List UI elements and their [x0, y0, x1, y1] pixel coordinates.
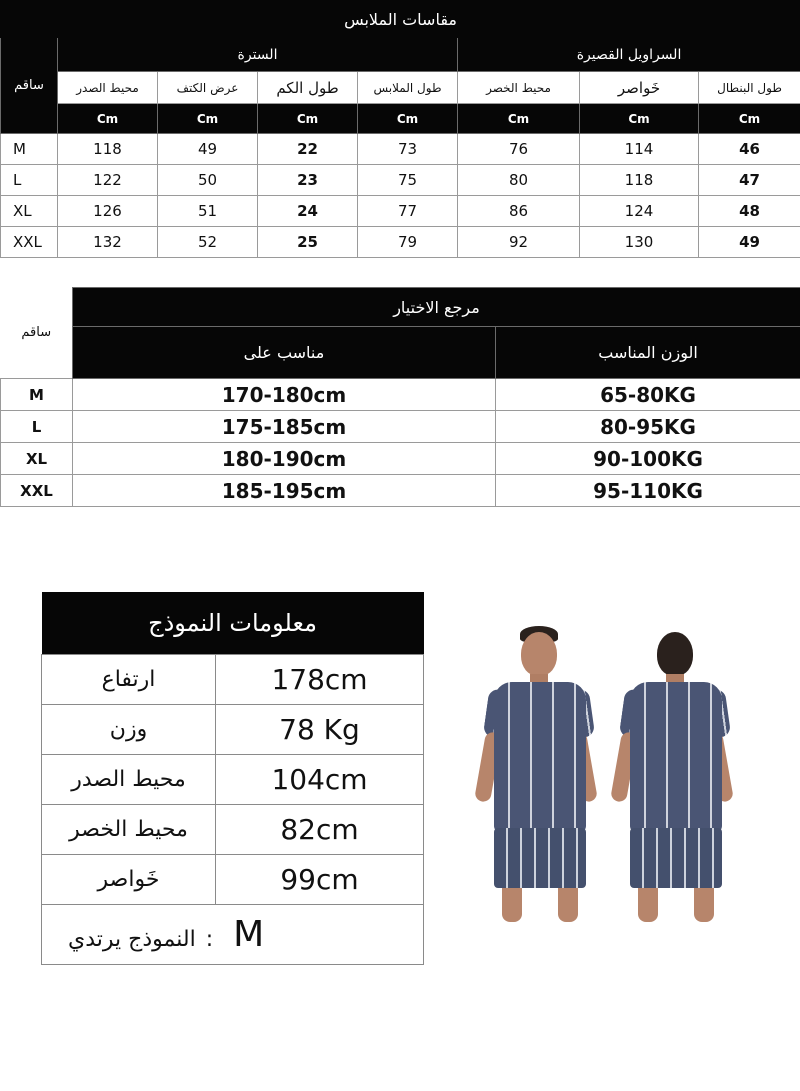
table-row	[42, 804, 424, 854]
value-cell: 80	[458, 165, 580, 196]
pajama-shorts	[494, 828, 586, 888]
leg-left	[638, 888, 658, 922]
pajama-shirt	[494, 682, 586, 832]
table-row	[1, 134, 800, 165]
column-header: محيط الصدر	[58, 72, 158, 104]
value-cell: 130	[580, 227, 699, 258]
column-header: عرض الكتف	[158, 72, 258, 104]
table-row	[42, 654, 424, 704]
size-column-header: ساقم	[1, 288, 73, 379]
value-cell: 79	[358, 227, 458, 258]
model-info-table	[41, 592, 424, 965]
size-cell: XXL	[1, 227, 58, 258]
value-cell: 86	[458, 196, 580, 227]
pajama-shorts	[630, 828, 722, 888]
unit-label: Cm	[458, 104, 580, 134]
info-value: 178cm	[216, 654, 424, 704]
bottom-group-header: السراويل القصيرة	[458, 38, 800, 72]
model-back-figure	[608, 620, 738, 940]
weight-cell: 65-80KG	[496, 379, 800, 411]
table-row	[42, 904, 424, 964]
model-front-figure	[472, 620, 602, 940]
value-cell: 77	[358, 196, 458, 227]
size-cell: M	[1, 379, 73, 411]
model-info-title: معلومات النموذج	[42, 592, 424, 654]
leg-right	[694, 888, 714, 922]
info-value: 99cm	[216, 854, 424, 904]
unit-label: Cm	[699, 104, 800, 134]
table-row	[42, 704, 424, 754]
info-label: وزن	[42, 704, 216, 754]
model-wears-size: M	[233, 913, 265, 955]
value-cell: 92	[458, 227, 580, 258]
value-cell: 126	[58, 196, 158, 227]
top-group-header: السترة	[58, 38, 458, 72]
size-cell: M	[1, 134, 58, 165]
table-row	[1, 475, 800, 507]
value-cell: 73	[358, 134, 458, 165]
value-cell: 49	[158, 134, 258, 165]
value-cell: 118	[58, 134, 158, 165]
value-cell: 49	[699, 227, 800, 258]
table-row	[42, 854, 424, 904]
unit-label: Cm	[58, 104, 158, 134]
weight-cell: 90-100KG	[496, 443, 800, 475]
height-cell: 175-185cm	[73, 411, 496, 443]
leg-right	[558, 888, 578, 922]
value-cell: 75	[358, 165, 458, 196]
height-header: مناسب على	[73, 327, 496, 379]
value-cell: 52	[158, 227, 258, 258]
size-cell: XXL	[1, 475, 73, 507]
value-cell: 50	[158, 165, 258, 196]
info-label: خَواصر	[42, 854, 216, 904]
info-label: محيط الصدر	[42, 754, 216, 804]
table-row	[1, 379, 800, 411]
column-header: طول البنطال	[699, 72, 800, 104]
height-cell: 170-180cm	[73, 379, 496, 411]
value-cell: 124	[580, 196, 699, 227]
value-cell: 24	[258, 196, 358, 227]
head	[521, 632, 557, 676]
column-header: طول الكم	[258, 72, 358, 104]
unit-label: Cm	[358, 104, 458, 134]
unit-label: Cm	[158, 104, 258, 134]
model-wears-row	[42, 904, 424, 964]
value-cell: 23	[258, 165, 358, 196]
size-cell: L	[1, 165, 58, 196]
height-cell: 180-190cm	[73, 443, 496, 475]
weight-cell: 80-95KG	[496, 411, 800, 443]
value-cell: 114	[580, 134, 699, 165]
value-cell: 22	[258, 134, 358, 165]
value-cell: 25	[258, 227, 358, 258]
height-cell: 185-195cm	[73, 475, 496, 507]
reference-table	[0, 287, 800, 507]
size-cell: L	[1, 411, 73, 443]
value-cell: 76	[458, 134, 580, 165]
column-header: طول الملابس	[358, 72, 458, 104]
size-chart-table	[0, 0, 800, 258]
table-row	[1, 411, 800, 443]
info-value: 78 Kg	[216, 704, 424, 754]
table-row	[1, 227, 800, 258]
value-cell: 118	[580, 165, 699, 196]
model-wears-label: النموذج يرتدي	[68, 926, 196, 952]
info-label: ارتفاع	[42, 654, 216, 704]
column-header: محيط الخصر	[458, 72, 580, 104]
reference-title: مرجع الاختيار	[73, 288, 800, 327]
table-row	[1, 196, 800, 227]
size-cell: XL	[1, 443, 73, 475]
column-header: خَواصر	[580, 72, 699, 104]
value-cell: 122	[58, 165, 158, 196]
size-chart-title: مقاسات الملابس	[1, 1, 800, 38]
unit-label: Cm	[580, 104, 699, 134]
pajama-shirt	[630, 682, 722, 832]
value-cell: 47	[699, 165, 800, 196]
model-photo	[462, 620, 762, 940]
leg-left	[502, 888, 522, 922]
table-row	[42, 754, 424, 804]
value-cell: 132	[58, 227, 158, 258]
value-cell: 51	[158, 196, 258, 227]
info-value: 104cm	[216, 754, 424, 804]
value-cell: 46	[699, 134, 800, 165]
value-cell: 48	[699, 196, 800, 227]
info-label: محيط الخصر	[42, 804, 216, 854]
table-row	[1, 165, 800, 196]
weight-header: الوزن المناسب	[496, 327, 800, 379]
weight-cell: 95-110KG	[496, 475, 800, 507]
info-value: 82cm	[216, 804, 424, 854]
table-row	[1, 443, 800, 475]
colon-separator: :	[205, 926, 214, 952]
size-cell: XL	[1, 196, 58, 227]
head	[657, 632, 693, 676]
unit-label: Cm	[258, 104, 358, 134]
size-column-header: ساقم	[1, 38, 58, 134]
